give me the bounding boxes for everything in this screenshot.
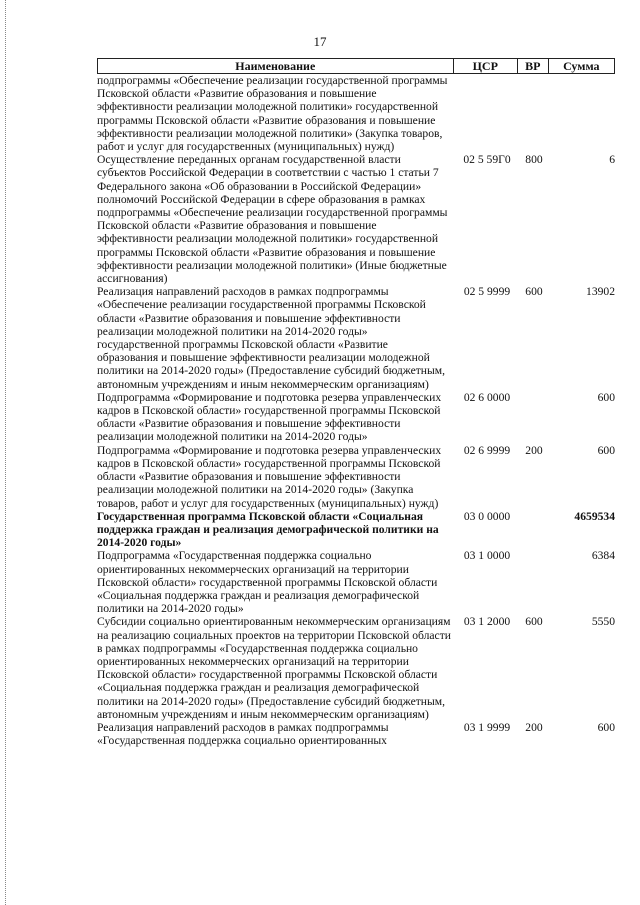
table-row: [97, 549, 615, 615]
row-name: Подпрограмма «Формирование и подготовка резерва управленческих кадров в Псковской области» государственной программы Псковской области «Развитие образования и повышение эффективности реализации молодежной политики на 2014-2020 годы» (Закупка товаров, работ и услуг для государственных (муниципальных) нужд): [97, 443, 442, 510]
row-sum: 600: [597, 720, 615, 734]
row-vr: [519, 549, 549, 615]
row-vr: 600: [525, 615, 543, 629]
scan-edge: [0, 0, 6, 905]
row-csr: 02 6 0000: [463, 390, 511, 404]
table-row: [97, 510, 615, 550]
row-csr: 03 1 0000: [463, 549, 511, 563]
table-header: [97, 58, 615, 74]
row-sum: 13902: [586, 285, 615, 299]
row-name: подпрограммы «Обеспечение реализации государственной программы Псковской области «Развитие образования и повышение эффективности реализации молодежной политики» государственной программы Псковской области «Развитие образования и повышение эффективности реализации молодежной политики» (Закупка товаров, работ и услуг для государственных (муниципальных) нужд): [97, 74, 448, 154]
table-row: [97, 444, 615, 510]
row-name: Осуществление переданных органам государственной власти субъектов Российской Федерации в соответствии с частью 1 статьи 7 Федерального закона «Об образовании в Российской Федерации» полномочий Российской Федерации в сфере образования в рамках подпрограммы «Обеспечение реализации государственной программы Псковской области «Развитие образования и повышение эффективности реализации молодежной политики» государственной программы Псковской области «Развитие образования и повышение эффективности реализации молодежной политики» (Иные бюджетные ассигнования): [97, 153, 448, 286]
row-name: Подпрограмма «Формирование и подготовка резерва управленческих кадров в Псковской области» государственной программы Псковской области «Развитие образования и повышение эффективности реализации молодежной политики на 2014-2020 годы»: [97, 390, 442, 444]
row-name: Реализация направлений расходов в рамках подпрограммы «Государственная поддержка социально ориентированных: [97, 720, 389, 748]
row-vr: 200: [525, 720, 543, 734]
row-name: Реализация направлений расходов в рамках подпрограммы «Обеспечение реализации государственной программы Псковской области «Развитие образования и повышение эффективности реализации молодежной политики на 2014-2020 годы» государственной программы Псковской области «Развитие образования и повышение эффективности реализации молодежной политики на 2014-2020 годы» (Предоставление субсидий бюджетным, автономным учреждениям и иным некоммерческим организациям): [97, 285, 446, 391]
row-sum: 5550: [591, 615, 615, 629]
table-row: [97, 74, 615, 153]
row-name: Субсидии социально ориентированным некоммерческим организациям на реализацию социальных проектов на территории Псковской области в рамках подпрограммы «Государственная поддержка социально ориентированных некоммерческих организаций на территории Псковской области» государственной программы Псковской области «Социальная поддержка граждан и реализация демографической политики на 2014-2020 годы» (Предоставление субсидий бюджетным, автономным учреждениям и иным некоммерческим организациям): [97, 615, 451, 721]
row-csr: 03 0 0000: [463, 509, 511, 523]
row-sum: 600: [597, 443, 615, 457]
header-name: Наименование: [98, 59, 454, 73]
row-csr: 03 1 2000: [463, 615, 511, 629]
header-csr: ЦСР: [454, 59, 518, 73]
row-csr: 02 6 9999: [463, 443, 511, 457]
table-row: [97, 285, 615, 391]
table-row: [97, 615, 615, 721]
row-sum: 6384: [591, 549, 615, 563]
page-number: 17: [313, 34, 327, 49]
row-vr: [519, 74, 549, 153]
table-body: [97, 74, 615, 747]
row-sum: 600: [597, 390, 615, 404]
table-row: [97, 721, 615, 747]
row-vr: 800: [525, 153, 543, 167]
row-vr: [519, 391, 549, 444]
row-name: Государственная программа Псковской области «Социальная поддержка граждан и реализация демографической политики на 2014-2020 годы»: [97, 509, 439, 550]
row-sum: 4659534: [574, 509, 615, 523]
row-sum: 6: [609, 153, 615, 167]
header-vr: ВР: [518, 59, 549, 73]
row-vr: 600: [525, 285, 543, 299]
table-row: [97, 153, 615, 285]
row-csr: 02 5 9999: [463, 285, 511, 299]
row-name: Подпрограмма «Государственная поддержка социально ориентированных некоммерческих организаций на территории Псковской области» государственной программы Псковской области «Социальная поддержка граждан и реализация демографической политики на 2014-2020 годы»: [97, 549, 438, 616]
budget-table: [97, 58, 615, 747]
table-row: [97, 391, 615, 444]
row-vr: [519, 510, 549, 550]
row-csr: 03 1 9999: [463, 720, 511, 734]
header-sum: Сумма: [563, 59, 600, 73]
row-csr: 02 5 59Г0: [463, 153, 511, 167]
row-csr: [455, 74, 519, 153]
row-sum: [549, 74, 615, 153]
row-vr: 200: [525, 443, 543, 457]
